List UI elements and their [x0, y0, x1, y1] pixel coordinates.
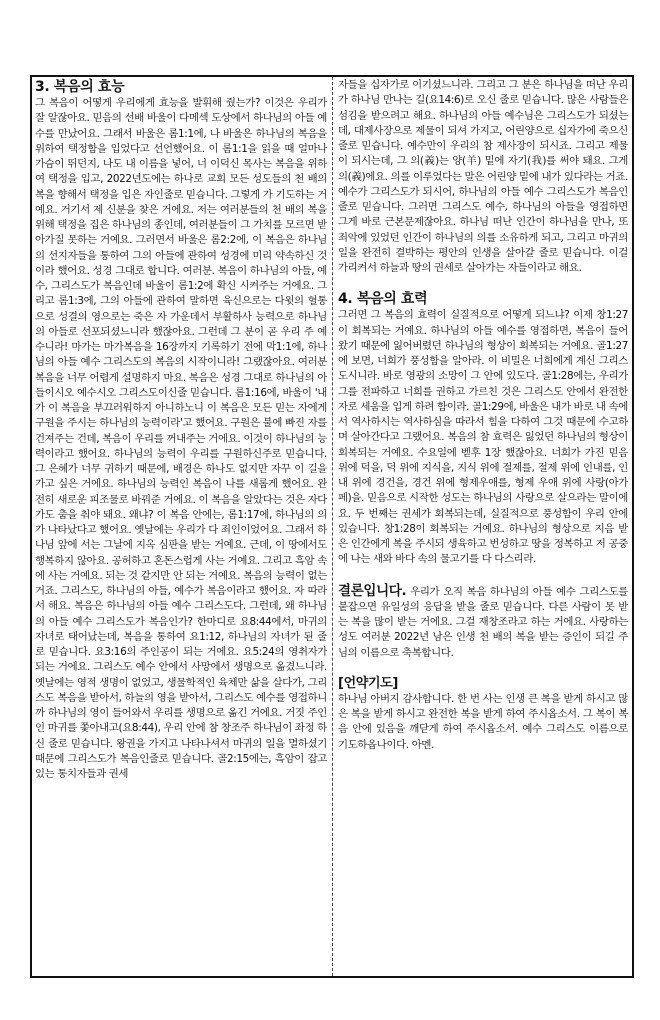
section-3-body: 그 복음이 어떻게 우리에게 효능을 발휘해 줬는가? 이것은 우리가 잘 알잖아요. 믿음의 선배 바울이 다메섹 도상에서 하나님의 아들 예수를 만났어요. 그래서 바울은 롬1:1에, 나 바울은 하나님의 복음을 위하여 택정함을 입었다고 선언했어요. 이 롬1:1을 읽을 때 얼마나 가슴이 뛰던지, 나도 내 이름을 넣어, 너 이덕신 목사는 복음을 위하여 택정을 입고, 2022년도에는 하나로 교회 모든 성도들의 천 배의 복을 향해서 택정을 입은 자인줄로 믿습니다. 그렇게 가 기도하는 거예요. 거기서 제 신분을 찾은 거에요. 저는 여러분들의 천 배의 복을 위해 택정을 집은 하나님의 종인데, 여러분들이 그 가치를 모르면 받아가질 못하는 거예요. 그러면서 바울은 롬2:2에, 이 복음은 하나님의 선지자들을 통하여 그의 아들에 관하여 성경에 미리 약속하신 것이라 했어요. 성경 그대로 합니다. 여러분. 복음이 하나님의 아들, 예수, 그리스도가 복음인데 바울이 롬1:2에 확신 시켜주는 거에요. 그리고 롬1:3에, 그의 아들에 관하여 말하면 육신으로는 다윗의 혈통으로 성결의 영으로는 죽은 자 가운데서 부활하사 능력으로 하나님의 아들로 선포되셨느니라 했잖아요. 그런데 그 분이 곧 우리 주 예수니라! 마가는 마가복음을 16장까지 기록하기 전에 막1:1에, 하나님의 아들 예수 그리스도의 복음의 시작이니라! 그랬잖아요. 여러분 복음을 너무 어렵게 설명하지 마요. 복음은 성경 그대로 하나님의 아들이시오 예수시오 그리스도이신줄 믿습니다. 롬1:16에, 바울이 '내가 이 복음을 부끄러워하지 아니하노니 이 복음은 모든 믿는 자에게 구원을 주시는 하나님의 능력이라'고 했어요. 구원은 불에 빠진 자를 건져주는 건데, 복음이 우리를 꺼내주는 거에요. 이것이 하나님의 능력이라고 했어요. 하나님의 능력이 우리를 구원하신주로 믿습니다. 그 은혜가 너무 귀하기 때문에, 배경은 하나도 없지만 자꾸 이 길을 가고 싶은 거에요. 하나님의 능력인 복음이 나를 새롭게 했어요. 완전히 새로운 피조물로 바꿔준 거에요. 이 복음을 알았다는 것은 자다가도 춤을 춰야 돼요. 왜냐? 이 복음 안에는, 롬1:17에, 하나님의 의가 나타났다고 했어요. 옛날에는 우리가 다 죄인이었어요. 그래서 하나님 앞에 서는 그날에 지옥 심판을 받는 거예요. 근데, 이 땅에서도 행복하지 않아요. 공허하고 혼돈스럽게 사는 거예요. 그리고 흑암 속에 사는 거예요. 되는 것 같지만 안 되는 거예요. 복음의 능력이 없는 거죠. 그리스도, 하나님의 아들, 예수가 복음이라고 했어요. 자 따라서 해요. 복음은 하나님의 아들 예수 그리스도다. 그런데, 왜 하나님의 아들 예수 그리스도가 복음인가? 한마디로 요8:44에서, 마귀의 자녀로 태어났는데, 복음을 통하여 요1:12, 하나님의 자녀가 된 줄로 믿습니다. 요3:16의 주인공이 되는 거에요. 요5:24의 영취자가 되는 거에요. 그리스도 예수 안에서 사망에서 생명으로 옮겼느니라. 옛날에는 영적 생명이 없었고, 생물학적인 육체만 삶을 살다가, 그리스도 복음을 받아서, 하늘의 영을 받아서, 그리스도 예수를 영접하니까 하나님의 영이 들어와서 우리를 생명으로 옮긴 거에요. 거짓 주인인 마귀를 쫓아내고(요8:44), 우리 안에 참 창조주 하나님이 좌정 하신 줄로 믿습니다. 왕권을 가지고 나타나셔서 마귀의 일을 멸하셨기 때문에 그리스도가 복음인줄로 믿습니다. 골2:15에는, 흑암이 잡고 있는 통치자들과 권세: [35, 97, 327, 780]
spacer: [338, 568, 628, 582]
conclusion-body: 우리가 오직 복음 하나님의 아들 예수 그리스도를 붙잡으면 유일성의 응답을 받을 줄로 믿습니다. 다른 사람이 못 받는 복을 많이 받는 거에요. 그걸 재창조라고 하는 거에요. 사랑하는 성도 여러분 2022년 남은 인생 천 배의 복을 받는 증인이 되길 주님의 이름으로 축복합니다.: [338, 585, 628, 659]
section-3-continued: 자들을 십자가로 이기셨느니라. 그리고 그 분은 하나님을 떠난 우리가 하나님 만나는 길(요14:6)로 오신 줄로 믿습니다. 많은 사람들은 섬김을 받으려고 해요. 하나님의 아들 예수님은 그리스도가 되셨는데, 대제사장으로 제물이 되셔 가지고, 어린양으로 십자가에 죽으신 줄로 믿습니다. 예수만이 우리의 참 제사장이 되시죠. 그리고 제물이 되시는데, 그 의(義)는 양(羊) 밑에 자기(我)를 써야 돼요. 그게 의(義)에요. 의를 이루었다는 말은 어린양 밑에 내가 있다라는 거죠. 예수가 그리스도가 되시어, 하나님의 아들 예수 그리스도가 복음인줄로 믿습니다. 그러면 그리스도 예수, 하나님의 아들을 영접하면 그게 바로 근본문제잖아요. 하나님 떠난 인간이 하나님을 만나, 또 죄악에 있었던 인간이 하나님의 의를 소유하게 되고, 그리고 마귀의 일을 완전히 결박하는 평안의 인생을 살아갈 줄로 믿습니다. 이걸 가리켜서 하늘과 땅의 권세로 살아가는 자들이라고 해요.: [338, 79, 628, 274]
spacer: [338, 276, 628, 290]
prayer-body: 하나님 아버지 감사합니다. 한 번 사는 인생 큰 복을 받게 하시고 많은 복을 받게 하시고 완전한 복을 받게 하여 주시옵소서. 그 복이 복음 안에 있음을 깨닫게 하여 주시옵소서. 예수 그리스도 이름으로 기도하옵나이다. 아멘.: [338, 692, 628, 751]
conclusion-paragraph: [338, 582, 628, 661]
spacer: [338, 661, 628, 675]
left-column: [35, 78, 327, 976]
prayer-heading: [언약기도]: [338, 675, 399, 691]
conclusion-heading: 결론입니다.: [338, 582, 407, 599]
section-4-body: 그러면 그 복음의 효력이 실질적으로 어떻게 되느냐? 이제 창1:27이 회복되는 거예요. 하나님의 아들 예수를 영접하면, 복음이 들어왔기 때문에 잃어버렸던 하나님의 형상이 회복되는 거예요. 골1:27에 보면, 너희가 풍성함을 알아라. 이 비밀은 너희에게 계신 그리스도시니라. 바로 영광의 소망이 그 안에 있도다. 골1:28에는, 우리가 그를 전파하고 너희를 권하고 가르친 것은 그리스도 안에서 완전한 자로 세움을 입게 하려 함이라. 골1:29에, 바울은 내가 바로 내 속에서 역사하시는 역사하심을 따라서 힘을 다하여 그것 때문에 수고하며 살아간다고 그랬어요. 복음의 참 효력은 잃었던 하나님의 형상이 회복되는 거예요. 수요일에 벧후 1장 했잖아요. 너희가 가진 믿음 위에 덕을, 덕 위에 지식을, 지식 위에 절제를, 절제 위에 인내를, 인내 위에 경건을, 경건 위에 형제우애를, 형제 우애 위에 사랑(아가페)을. 믿음으로 시작한 성도는 하나님의 사랑으로 살으라는 말이에요. 두 번째는 권세가 회복되는데, 실질적으로 풍성함이 우리 안에 있습니다. 창1:28이 회복되는 거예요. 하나님의 형상으로 지음 받은 인간에게 복을 주시되 생육하고 번성하고 땅을 정복하고 저 공중에 나는 새와 바다 속의 물고기를 다 다스리라.: [338, 309, 628, 566]
section-4-heading: 4. 복음의 효력: [338, 291, 428, 308]
column-divider: [332, 77, 333, 976]
section-3-heading: 3. 복음의 효능: [35, 79, 125, 95]
right-column: [338, 78, 628, 976]
